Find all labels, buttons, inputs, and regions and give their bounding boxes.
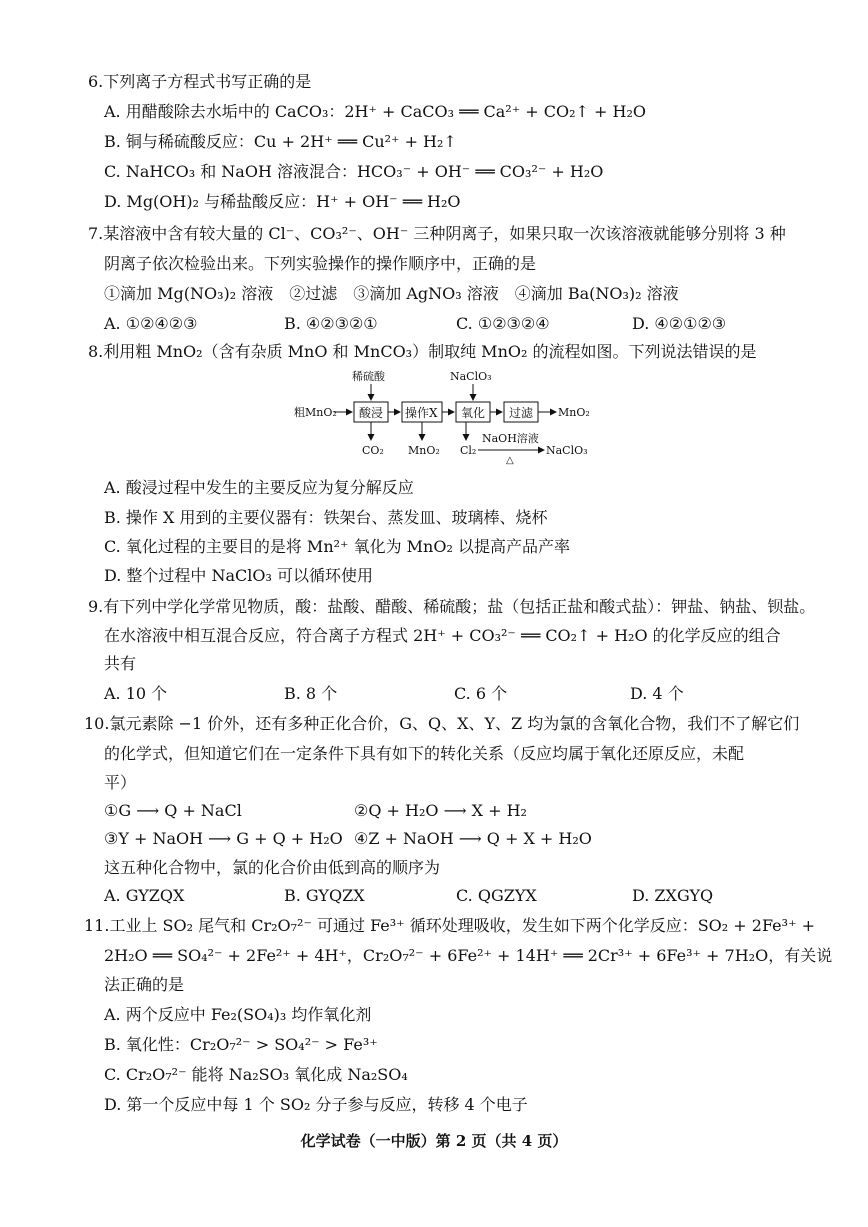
- flow-step2: 操作X: [405, 406, 438, 420]
- flow-step1: 酸浸: [359, 406, 384, 420]
- q7-operations: ①滴加 Mg(NO₃)₂ 溶液 ②过滤 ③滴加 AgNO₃ 溶液 ④滴加 Ba(NO₃)₂ 溶液: [104, 284, 679, 303]
- q10-option-c: C. QGZYX: [456, 886, 537, 905]
- q7-option-c: C. ①②③②④: [456, 314, 550, 333]
- q11-option-a: A. 两个反应中 Fe₂(SO₄)₃ 均作氧化剂: [104, 1005, 372, 1024]
- q7-stem-line2: 阴离子依次检验出来。下列实验操作的操作顺序中，正确的是: [104, 254, 537, 273]
- flow-reagent-acid: 稀硫酸: [352, 370, 385, 383]
- q10-stem-line2: 的化学式，但知道它们在一定条件下具有如下的转化关系（反应均属于氧化还原反应，未配: [104, 744, 745, 763]
- flow-step3: 氧化: [461, 406, 486, 420]
- q9-stem-line3: 共有: [104, 654, 137, 673]
- q11-stem-line2: 2H₂O ══ SO₄²⁻ + 2Fe²⁺ + 4H⁺，Cr₂O₇²⁻ + 6Fe²⁺ + 14H⁺ ══ 2Cr³⁺ + 6Fe³⁺ + 7H₂O，有关说: [104, 946, 833, 965]
- q8-option-b: B. 操作 X 用到的主要仪器有：铁架台、蒸发皿、玻璃棒、烧杯: [104, 508, 548, 527]
- flow-output-label: MnO₂: [558, 406, 590, 419]
- flow-recycle-label: NaClO₃: [546, 444, 588, 457]
- q7-option-a: A. ①②④②③: [104, 314, 198, 333]
- q9-option-b: B. 8 个: [284, 684, 338, 703]
- q9-stem-line1: 9.有下列中学化学常见物质，酸：盐酸、醋酸、稀硫酸；盐（包括正盐和酸式盐）：钾盐、钠盐、钡盐。: [88, 597, 816, 616]
- q11-stem-line1: 11.工业上 SO₂ 尾气和 Cr₂O₇²⁻ 可通过 Fe³⁺ 循环处理吸收，发生如下两个化学反应：SO₂ + 2Fe³⁺ +: [84, 916, 816, 935]
- flow-step4: 过滤: [509, 406, 534, 420]
- q8-stem: 8.利用粗 MnO₂（含有杂质 MnO 和 MnCO₃）制取纯 MnO₂ 的流程如图。下列说法错误的是: [88, 342, 757, 361]
- q9-stem-line2: 在水溶液中相互混合反应，符合离子方程式 2H⁺ + CO₃²⁻ ══ CO₂↑ + H₂O 的化学反应的组合: [104, 626, 781, 645]
- q10-stem-line3: 平）: [104, 773, 137, 792]
- q6-option-b: B. 铜与稀硫酸反应：Cu + 2H⁺ ══ Cu²⁺ + H₂↑: [104, 132, 457, 151]
- q6-stem: 6.下列离子方程式书写正确的是: [88, 72, 312, 91]
- q10-option-a: A. GYZQX: [104, 886, 185, 905]
- q8-option-c: C. 氧化过程的主要目的是将 Mn²⁺ 氧化为 MnO₂ 以提高产品产率: [104, 537, 570, 556]
- q9-option-d: D. 4 个: [630, 684, 684, 703]
- q8-option-a: A. 酸浸过程中发生的主要反应为复分解反应: [104, 478, 414, 497]
- q8-option-d: D. 整个过程中 NaClO₃ 可以循环使用: [104, 566, 374, 585]
- q11-stem-line3: 法正确的是: [104, 975, 185, 994]
- q10-stem-line4: 这五种化合物中，氯的化合价由低到高的顺序为: [104, 858, 441, 877]
- q10-reaction-1: ①G ⟶ Q + NaCl: [104, 801, 242, 820]
- flow-heat-label: △: [506, 455, 514, 466]
- q10-reaction-4: ④Z + NaOH ⟶ Q + X + H₂O: [354, 829, 592, 848]
- q11-option-c: C. Cr₂O₇²⁻ 能将 Na₂SO₃ 氧化成 Na₂SO₄: [104, 1065, 408, 1084]
- q6-option-a: A. 用醋酸除去水垢中的 CaCO₃：2H⁺ + CaCO₃ ══ Ca²⁺ + CO₂↑ + H₂O: [104, 102, 646, 121]
- q7-option-b: B. ④②③②①: [284, 314, 378, 333]
- q8-flowchart: [290, 366, 610, 466]
- q11-option-d: D. 第一个反应中每 1 个 SO₂ 分子参与反应，转移 4 个电子: [104, 1095, 528, 1114]
- q6-option-c: C. NaHCO₃ 和 NaOH 溶液混合：HCO₃⁻ + OH⁻ ══ CO₃²⁻ + H₂O: [104, 162, 604, 181]
- q6-option-d: D. Mg(OH)₂ 与稀盐酸反应：H⁺ + OH⁻ ══ H₂O: [104, 192, 461, 211]
- q9-option-c: C. 6 个: [454, 684, 508, 703]
- flow-out-co2: CO₂: [362, 444, 384, 457]
- q9-option-a: A. 10 个: [104, 684, 168, 703]
- flow-out-cl2: Cl₂: [460, 444, 477, 457]
- q10-reaction-3: ③Y + NaOH ⟶ G + Q + H₂O: [104, 829, 343, 848]
- q10-option-b: B. GYQZX: [284, 886, 365, 905]
- flow-input-label: 粗MnO₂: [294, 406, 337, 419]
- flow-out-mno2: MnO₂: [408, 444, 440, 457]
- q10-option-d: D. ZXGYQ: [632, 886, 714, 905]
- flow-naoh-label: NaOH溶液: [482, 432, 539, 445]
- q7-option-d: D. ④②①②③: [632, 314, 727, 333]
- page-footer: 化学试卷（一中版）第 2 页（共 4 页）: [300, 1132, 568, 1150]
- q7-stem-line1: 7.某溶液中含有较大量的 Cl⁻、CO₃²⁻、OH⁻ 三种阴离子，如果只取一次该溶液就能够分别将 3 种: [88, 224, 786, 243]
- q11-option-b: B. 氧化性：Cr₂O₇²⁻ > SO₄²⁻ > Fe³⁺: [104, 1035, 378, 1054]
- q10-stem-line1: 10.氯元素除 −1 价外，还有多种正化合价，G、Q、X、Y、Z 均为氯的含氧化合物，我们不了解它们: [84, 714, 800, 733]
- q10-reaction-2: ②Q + H₂O ⟶ X + H₂: [354, 801, 527, 820]
- flow-reagent-naclo3: NaClO₃: [450, 370, 492, 383]
